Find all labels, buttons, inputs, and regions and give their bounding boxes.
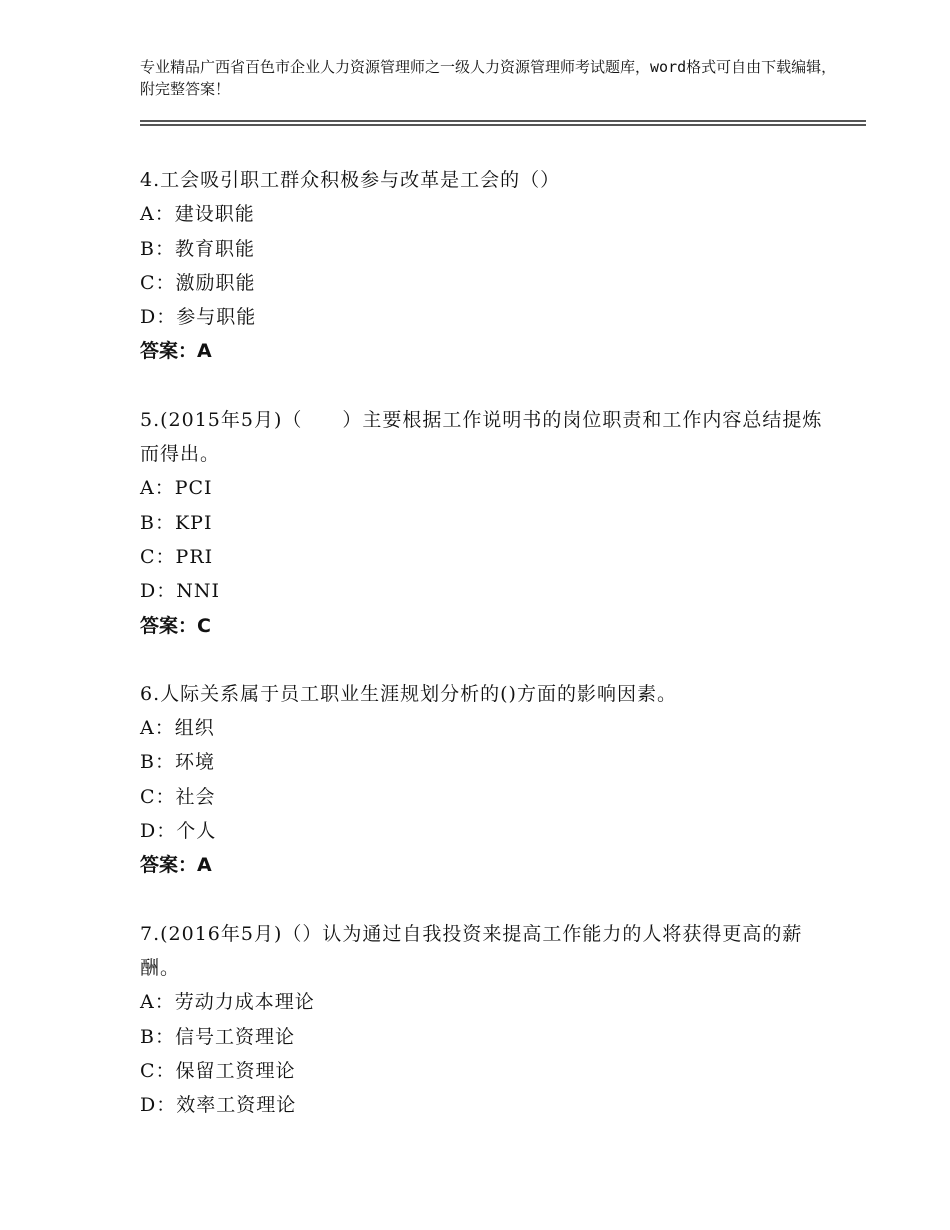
option-c: C：保留工资理论	[140, 1059, 296, 1082]
option-b: B：信号工资理论	[140, 1025, 295, 1048]
option-c: C：激励职能	[140, 271, 256, 294]
question-5	[140, 403, 830, 643]
option-c: C：PRI	[140, 545, 214, 568]
option-b: B：环境	[140, 751, 215, 774]
option-a: A：PCI	[140, 477, 213, 500]
option-b: B：KPI	[140, 511, 213, 534]
option-b: B：教育职能	[140, 237, 255, 260]
option-d: D：参与职能	[140, 306, 257, 329]
question-stem: 6.人际关系属于员工职业生涯规划分析的()方面的影响因素。	[140, 682, 677, 705]
question-4	[140, 163, 830, 369]
answer-line: 答案：C	[140, 614, 211, 637]
question-stem: 4.工会吸引职工群众积极参与改革是工会的（）	[140, 169, 561, 191]
option-d: D：个人	[140, 820, 217, 843]
header-divider-bottom	[140, 124, 866, 126]
option-a: A：组织	[140, 717, 215, 740]
option-d: D：效率工资理论	[140, 1094, 297, 1117]
question-6	[140, 677, 830, 883]
answer-line: 答案：A	[140, 340, 212, 363]
option-a: A：建设职能	[140, 203, 255, 226]
header-divider-top	[140, 120, 866, 122]
option-c: C：社会	[140, 785, 216, 808]
question-7	[140, 917, 830, 1123]
question-list	[140, 163, 830, 1156]
question-stem: 7.(2016年5月)（）认为通过自我投资来提高工作能力的人将获得更高的薪酬。	[140, 922, 803, 979]
document-header: 专业精品广西省百色市企业人力资源管理师之一级人力资源管理师考试题库，word格式可自由下载编辑，附完整答案！	[140, 58, 837, 98]
question-stem: 5.(2015年5月)（ ）主要根据工作说明书的岗位职责和工作内容总结提炼而得出。	[140, 408, 823, 466]
option-a: A：劳动力成本理论	[140, 991, 315, 1014]
answer-line: 答案：A	[140, 854, 212, 877]
option-d: D：NNI	[140, 580, 220, 603]
